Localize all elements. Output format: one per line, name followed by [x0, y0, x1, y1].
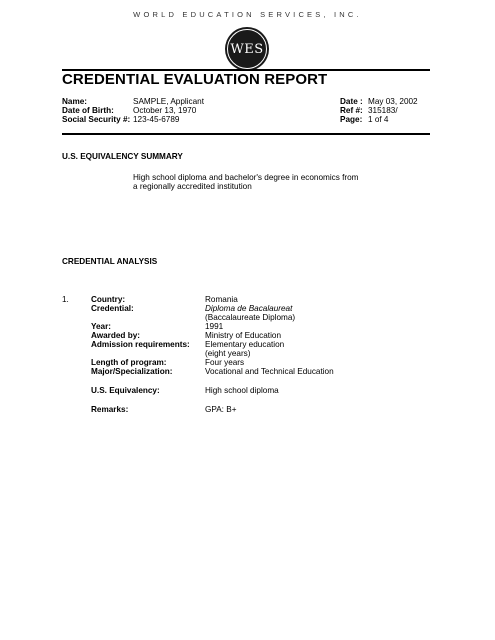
- summary-line-1: High school diploma and bachelor's degree in economics from: [133, 173, 359, 182]
- admission-note: (eight years): [205, 349, 251, 358]
- item-number: 1.: [62, 295, 69, 304]
- summary-heading: U.S. EQUIVALENCY SUMMARY: [62, 152, 183, 161]
- ssn-label: Social Security #:: [62, 115, 131, 124]
- wes-logo-text: WES: [227, 29, 267, 69]
- country-label: Country:: [91, 295, 126, 304]
- name-value: SAMPLE, Applicant: [133, 97, 204, 106]
- remarks-value: GPA: B+: [205, 405, 237, 414]
- awarded-label: Awarded by:: [91, 331, 140, 340]
- length-label: Length of program:: [91, 358, 167, 367]
- credential-label: Credential:: [91, 304, 134, 313]
- year-label: Year:: [91, 322, 112, 331]
- ref-value: 315183/: [368, 106, 398, 115]
- admission-label: Admission requirements:: [91, 340, 190, 349]
- credential-translation: (Baccalaureate Diploma): [205, 313, 296, 322]
- length-value: Four years: [205, 358, 245, 367]
- report-title: CREDENTIAL EVALUATION REPORT: [62, 71, 328, 88]
- wes-logo: [225, 27, 269, 71]
- analysis-heading: CREDENTIAL ANALYSIS: [62, 257, 158, 266]
- date-value: May 03, 2002: [368, 97, 418, 106]
- name-label: Name:: [62, 97, 88, 106]
- credential-value: Diploma de Bacalaureat: [205, 304, 293, 313]
- date-label: Date :: [340, 97, 363, 106]
- awarded-value: Ministry of Education: [205, 331, 281, 340]
- ssn-value: 123-45-6789: [133, 115, 180, 124]
- dob-value: October 13, 1970: [133, 106, 197, 115]
- admission-value: Elementary education: [205, 340, 285, 349]
- major-value: Vocational and Technical Education: [205, 367, 334, 376]
- equivalency-value: High school diploma: [205, 386, 279, 395]
- remarks-label: Remarks:: [91, 405, 129, 414]
- page-value: 1 of 4: [368, 115, 389, 124]
- equivalency-label: U.S. Equivalency:: [91, 386, 160, 395]
- organization-name: WORLD EDUCATION SERVICES, INC.: [133, 10, 362, 19]
- page-label: Page:: [340, 115, 363, 124]
- ref-label: Ref #:: [340, 106, 363, 115]
- country-value: Romania: [205, 295, 238, 304]
- year-value: 1991: [205, 322, 224, 331]
- summary-line-2: a regionally accredited institution: [133, 182, 252, 191]
- major-label: Major/Specialization:: [91, 367, 173, 376]
- header-bottom-rule: [62, 133, 430, 135]
- dob-label: Date of Birth:: [62, 106, 114, 115]
